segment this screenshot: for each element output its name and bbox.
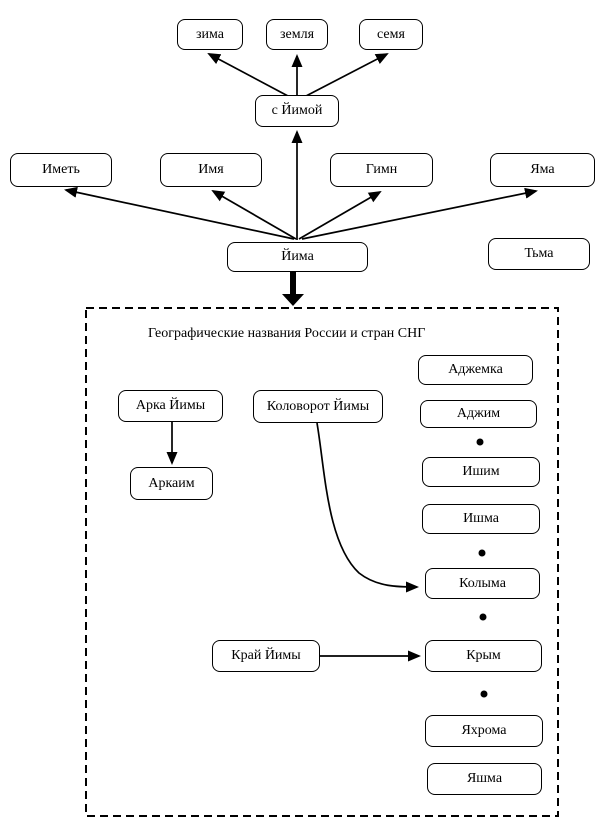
node-yashma: Яшма [427,763,542,795]
node-kolovorot-yimy: Коловорот Йимы [253,390,383,423]
node-yima: Йима [227,242,368,272]
edge-yima-imya [213,191,296,239]
edge-yima-yama [302,191,536,239]
node-arka-yimy: Арка Йимы [118,390,223,422]
edge-s-yimoy-semya [306,54,387,96]
node-adzhemka: Аджемка [418,355,533,385]
ellipsis-bullet [477,439,484,446]
node-imet: Иметь [10,153,112,187]
edge-kolovorot-yimy-kolyma [317,423,417,587]
node-zima: зима [177,19,243,50]
node-ishma: Ишма [422,504,540,534]
node-yama: Яма [490,153,595,187]
node-ishim: Ишим [422,457,540,487]
ellipsis-bullet [481,691,488,698]
node-arkaim: Аркаим [130,467,213,500]
node-gimn: Гимн [330,153,433,187]
ellipsis-bullet [480,614,487,621]
node-semya: семя [359,19,423,50]
edge-yima-imet [66,190,294,239]
ellipsis-bullet [479,550,486,557]
node-kray-yimy: Край Йимы [212,640,320,672]
geographic-names-group-title: Географические названия России и стран СНГ [148,326,426,341]
node-kolyma: Колыма [425,568,540,599]
node-adzhim: Аджим [420,400,537,428]
edge-s-yimoy-zima [209,54,288,96]
node-imya: Имя [160,153,262,187]
edge-yima-gimn [299,192,380,239]
node-zemlya: земля [266,19,328,50]
node-krym: Крым [425,640,542,672]
edge-yima-geographic-group [282,272,304,306]
node-tma: Тьма [488,238,590,270]
node-s-yimoy: с Йимой [255,95,339,127]
node-yakhroma: Яхрома [425,715,543,747]
